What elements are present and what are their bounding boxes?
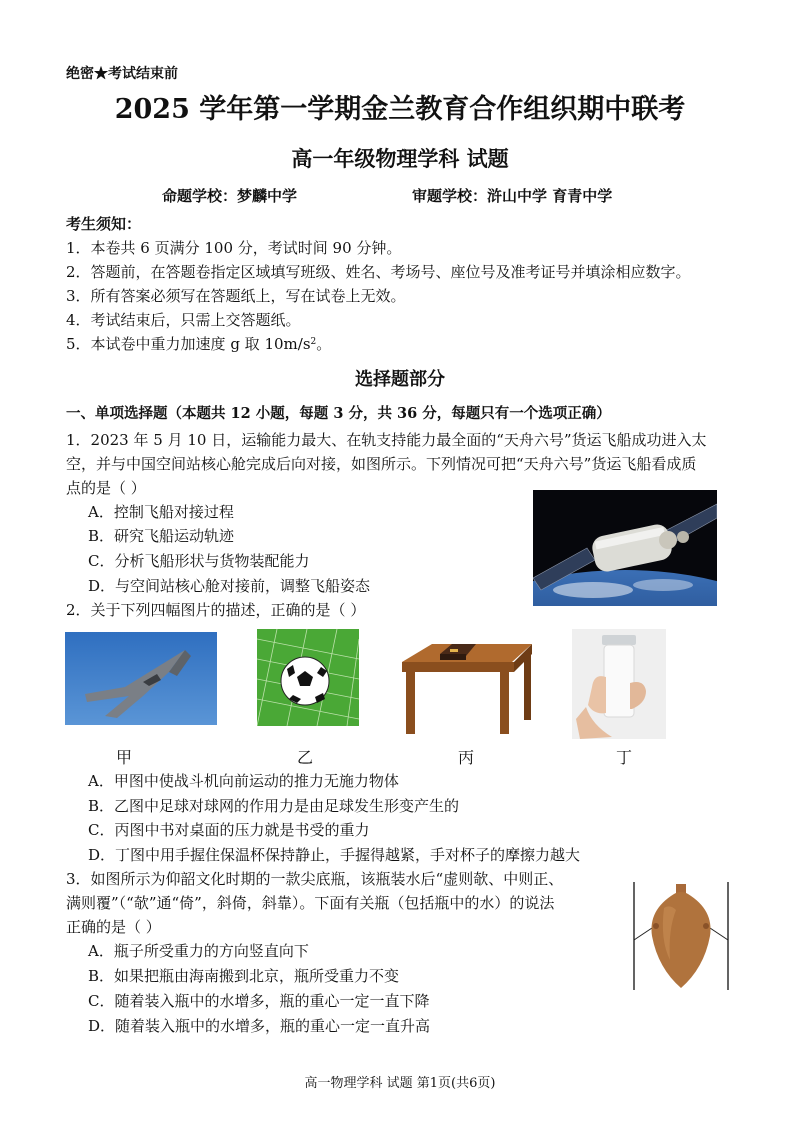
- question-3-stem: 正确的是（ ）: [66, 918, 161, 936]
- question-3-stem: 3．如图所示为仰韶文化时期的一款尖底瓶，该瓶装水后“虚则欹、中则正、: [66, 870, 564, 888]
- thermos-cup-image: [572, 629, 666, 739]
- caption-bing: 丙: [457, 748, 474, 767]
- question-3-stem: 满则覆”（“欹”通“倚”，斜倚，斜靠）。下面有关瓶（包括瓶中的水）的说法: [66, 894, 555, 912]
- proposer-school: 命题学校：梦麟中学: [162, 187, 298, 205]
- superscript: 2: [310, 337, 317, 347]
- question-2-option-b: B．乙图中足球对球网的作用力是由足球发生形变产生的: [88, 797, 460, 815]
- question-1-option-b: B．研究飞船运动轨迹: [88, 527, 235, 545]
- spacecraft-image: [533, 490, 717, 606]
- notice-item-gravity: [66, 334, 331, 354]
- notice-item: 1．本卷共 6 页满分 100 分，考试时间 90 分钟。: [66, 239, 402, 257]
- question-1-stem: 1．2023 年 5 月 10 日，运输能力最大、在轨支持能力最全面的“天舟六号”货运飞船成功进入太: [66, 431, 707, 449]
- question-1-option-a: A．控制飞船对接过程: [88, 503, 234, 521]
- section-title: 选择题部分: [355, 369, 445, 390]
- question-2-option-c: C．丙图中书对桌面的压力就是书受的重力: [88, 821, 370, 839]
- caption-yi: 乙: [296, 748, 313, 767]
- question-1-stem: 空，并与中国空间站核心舱完成后向对接，如图所示。下列情况可把“天舟六号”货运飞船看成质: [66, 455, 697, 473]
- table-with-book-image: [392, 632, 538, 736]
- question-1-option-d: D．与空间站核心舱对接前，调整飞船姿态: [88, 577, 371, 595]
- notice-item: 3．所有答案必须写在答题纸上，写在试卷上无效。: [66, 287, 406, 305]
- question-3-option-d: D．随着装入瓶中的水增多，瓶的重心一定一直升高: [88, 1017, 431, 1035]
- question-2-option-a: A．甲图中使战斗机向前运动的推力无施力物体: [88, 772, 399, 790]
- question-3-option-c: C．随着装入瓶中的水增多，瓶的重心一定一直下降: [88, 992, 430, 1010]
- confidential-mark: 绝密★考试结束前: [66, 66, 178, 82]
- notice-item-text: 5．本试卷中重力加速度 g 取 10m/s: [66, 335, 311, 353]
- notice-item: 4．考试结束后，只需上交答题纸。: [66, 311, 301, 329]
- part-heading: 一、单项选择题（本题共 12 小题，每题 3 分，共 36 分，每题只有一个选项正确）: [66, 405, 611, 422]
- exam-subtitle: 高一年级物理学科 试题: [291, 146, 509, 171]
- notice-heading: 考生须知：: [66, 215, 142, 233]
- page-footer: 高一物理学科 试题 第1页(共6页): [304, 1076, 496, 1091]
- pointed-bottle-image: [630, 880, 732, 990]
- question-3-option-a: A．瓶子所受重力的方向竖直向下: [88, 942, 309, 960]
- caption-jia: 甲: [115, 748, 132, 767]
- question-1-stem: 点的是（ ）: [66, 479, 146, 497]
- question-1-option-c: C．分析飞船形状与货物装配能力: [88, 552, 310, 570]
- question-3-option-b: B．如果把瓶由海南搬到北京，瓶所受重力不变: [88, 967, 400, 985]
- soccer-ball-image: [257, 629, 359, 726]
- question-2-stem: 2．关于下列四幅图片的描述，正确的是（ ）: [66, 601, 366, 619]
- reviewer-schools: 审题学校：浒山中学 育青中学: [412, 187, 613, 205]
- question-2-option-d: D．丁图中用手握住保温杯保持静止，手握得越紧，手对杯子的摩擦力越大: [88, 846, 581, 864]
- fighter-jet-image: [65, 632, 217, 725]
- end-mark: 。: [316, 335, 332, 353]
- exam-title: 2025 学年第一学期金兰教育合作组织期中联考: [114, 94, 686, 125]
- notice-item: 2．答题前，在答题卷指定区域填写班级、姓名、考场号、座位号及准考证号并填涂相应数字。: [66, 263, 691, 281]
- caption-ding: 丁: [615, 748, 632, 767]
